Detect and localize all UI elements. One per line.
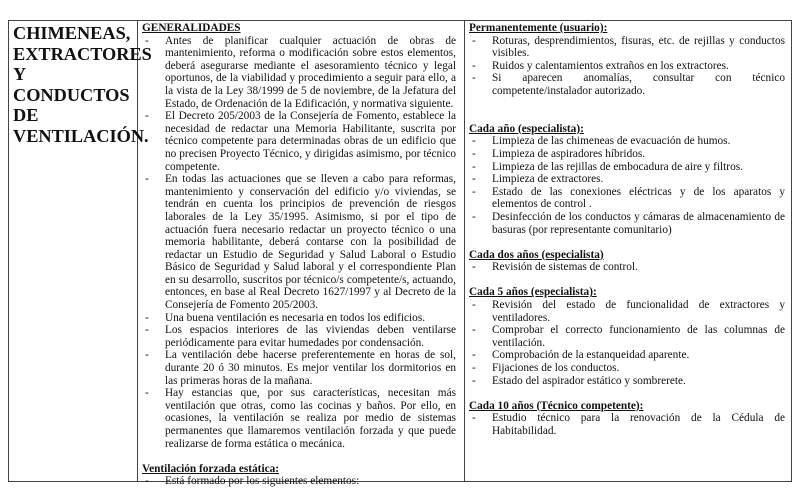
list-item: - Limpieza de las chimeneas de evacuación de humos. <box>469 135 785 148</box>
list-item: - Hay estancias que, por sus características, necesitan más ventilación que otras, como las cocinas y baños. Por ello, en ocasiones, la ventilación se realiza por medio de sistemas permanentes que llamaremos ventilación forzada y que puede realizarse de forma estática o mecánica. <box>142 387 456 450</box>
list-item: - Una buena ventilación es necesaria en todos los edificios. <box>142 312 456 325</box>
five-year-heading: Cada 5 años (especialista): <box>469 286 597 299</box>
list-item: - Estudio técnico para la renovación de la Cédula de Habitabilidad. <box>469 412 785 437</box>
spacer <box>469 110 785 123</box>
list-item: - Fijaciones de los conductos. <box>469 362 785 375</box>
list-item: - Revisión del estado de funcionalidad de extractores y ventiladores. <box>469 299 785 324</box>
ten-year-list <box>469 412 785 437</box>
spacer <box>469 236 785 249</box>
list-item: - Está formado por los siguientes elementos: <box>142 475 456 488</box>
list-item: - Comprobar el correcto funcionamiento de las columnas de ventilación. <box>469 324 785 349</box>
yearly-heading: Cada año (especialista): <box>469 122 584 135</box>
general-cell <box>138 21 465 488</box>
biennial-heading: Cada dos años (especialista) <box>469 248 604 261</box>
list-item: - Si aparecen anomalías, consultar con técnico competente/instalador autorizado. <box>469 72 785 97</box>
list-item: - Los espacios interiores de las viviendas deben ventilarse periódicamente para evitar humedades por condensación. <box>142 324 456 349</box>
ten-year-heading: Cada 10 años (Técnico competente): <box>469 399 644 412</box>
list-item: - Comprobación de la estanqueidad aparente. <box>469 349 785 362</box>
title-line: EXTRACTORES <box>13 43 152 64</box>
title-line: CHIMENEAS, <box>13 23 131 43</box>
list-item: - Estado del aspirador estático y sombrerete. <box>469 375 785 388</box>
five-year-list <box>469 299 785 387</box>
list-item: - Limpieza de las rejillas de embocadura de aire y filtros. <box>469 161 785 174</box>
title-line: VENTILACIÓN. <box>13 125 149 146</box>
list-item: - Limpieza de aspiradores híbridos. <box>469 148 785 161</box>
title-cell <box>9 21 152 481</box>
static-ventilation-list <box>142 475 456 488</box>
list-item: - La ventilación debe hacerse preferentemente en horas de sol, durante 20 ó 30 minutos. Es mejor ventilar los dormitorios en las primeras horas de la mañana. <box>142 349 456 387</box>
spacer <box>142 450 456 463</box>
list-item: - Ruidos y calentamientos extraños en los extractores. <box>469 60 785 73</box>
spacer <box>469 98 785 111</box>
section-title <box>13 23 152 146</box>
maintenance-table <box>8 20 792 488</box>
general-heading: GENERALIDADES <box>142 22 241 34</box>
list-item: - Desinfección de los conductos y cámaras de almacenamiento de basuras (por representante comunitario) <box>469 211 785 236</box>
biennial-list <box>469 261 785 274</box>
list-item: - El Decreto 205/2003 de la Consejería de Fomento, establece la necesidad de redactar una Memoria Habilitante, suscrita por técnico competente para determinadas obras de un edificio que no precisen Proyecto Técnico, y dirigidas asimismo, por técnico competente. <box>142 110 456 173</box>
spacer <box>469 274 785 287</box>
maintenance-cell <box>465 21 791 481</box>
title-line: Y CONDUCTOS <box>13 64 130 105</box>
list-item: - Antes de planificar cualquier actuación de obras de mantenimiento, reforma o modificación sobre estos elementos, deberá asegurarse mediante el asesoramiento técnico y legal oportunos, de la viabilidad y procedimiento a seguir para ello, a la vista de la Ley 38/1999 de 5 de noviembre, de la Jefatura del Estado, de Ordenación de la Edificación, y normativa siguiente. <box>142 35 456 111</box>
list-item: - En todas las actuaciones que se lleven a cabo para reformas, mantenimiento y conservación del edificio y/o viviendas, se tendrán en cuenta los principios de prevención de riesgos laborales de la Ley 35/1995. Asimismo, si por el tipo de actuación fuera necesario redactar un proyecto técnico o una memoria habilitante, deberá contarse con la posibilidad de redactar un Estudio de Seguridad y Salud Laboral o Estudio Básico de Seguridad y Salud laboral y el correspondiente Plan en su desarrollo, suscritos por técnico/s competente/s, actuando, entonces, en base al Real Decreto 1627/1997 y al Decreto de la Consejería de Fomento 205/2003. <box>142 173 456 312</box>
list-item: - Roturas, desprendimientos, fisuras, etc. de rejillas y conductos visibles. <box>469 35 785 60</box>
general-list <box>142 35 456 451</box>
list-item: - Estado de las conexiones eléctricas y de los aparatos y elementos de control . <box>469 186 785 211</box>
title-line: DE <box>13 105 39 125</box>
list-item: - Revisión de sistemas de control. <box>469 261 785 274</box>
yearly-list <box>469 135 785 236</box>
permanent-list <box>469 35 785 98</box>
list-item: - Limpieza de extractores. <box>469 173 785 186</box>
permanent-heading: Permanentemente (usuario): <box>469 22 608 34</box>
spacer <box>469 387 785 400</box>
static-ventilation-heading: Ventilación forzada estática: <box>142 462 280 475</box>
